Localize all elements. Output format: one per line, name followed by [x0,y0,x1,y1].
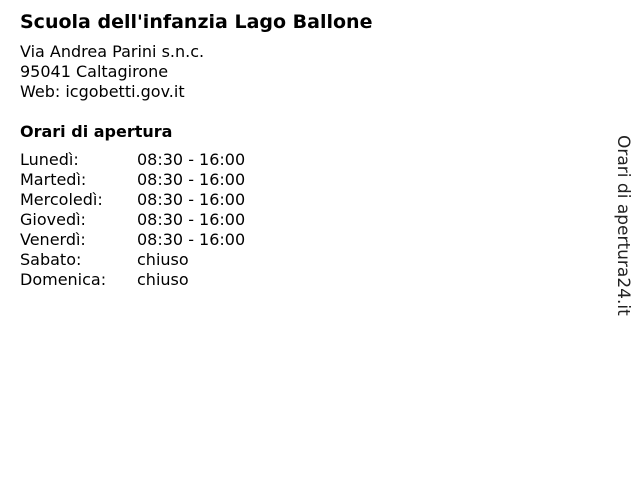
hours-row-friday [20,230,245,250]
day-hours: 08:30 - 16:00 [137,190,246,209]
business-card [20,10,580,290]
day-label: Martedì: [20,170,87,189]
hours-row-sunday [20,270,245,290]
day-hours: 08:30 - 16:00 [137,170,246,189]
street-address: Via Andrea Parini s.n.c. [20,42,205,61]
business-name: Scuola dell'infanzia Lago Ballone [20,11,373,33]
postal-city: 95041 Caltagirone [20,62,169,81]
day-hours: 08:30 - 16:00 [137,150,246,169]
day-label: Giovedì: [20,210,86,229]
address-block [20,42,580,102]
hours-row-thursday [20,210,245,230]
hours-row-saturday [20,250,245,270]
day-label: Sabato: [20,250,82,269]
hours-row-monday [20,150,245,170]
hours-row-tuesday [20,170,245,190]
day-hours: 08:30 - 16:00 [137,230,246,249]
day-label: Mercoledì: [20,190,103,209]
hours-row-wednesday [20,190,245,210]
day-label: Venerdì: [20,230,86,249]
opening-hours-heading: Orari di apertura [20,122,173,141]
day-hours: 08:30 - 16:00 [137,210,246,229]
brand-watermark-link[interactable]: Orari di apertura24.it [613,135,633,316]
day-hours: chiuso [137,250,189,269]
website-link[interactable]: Web: icgobetti.gov.it [20,82,185,101]
day-label: Domenica: [20,270,107,289]
day-label: Lunedì: [20,150,79,169]
opening-hours-table [20,150,245,290]
day-hours: chiuso [137,270,189,289]
